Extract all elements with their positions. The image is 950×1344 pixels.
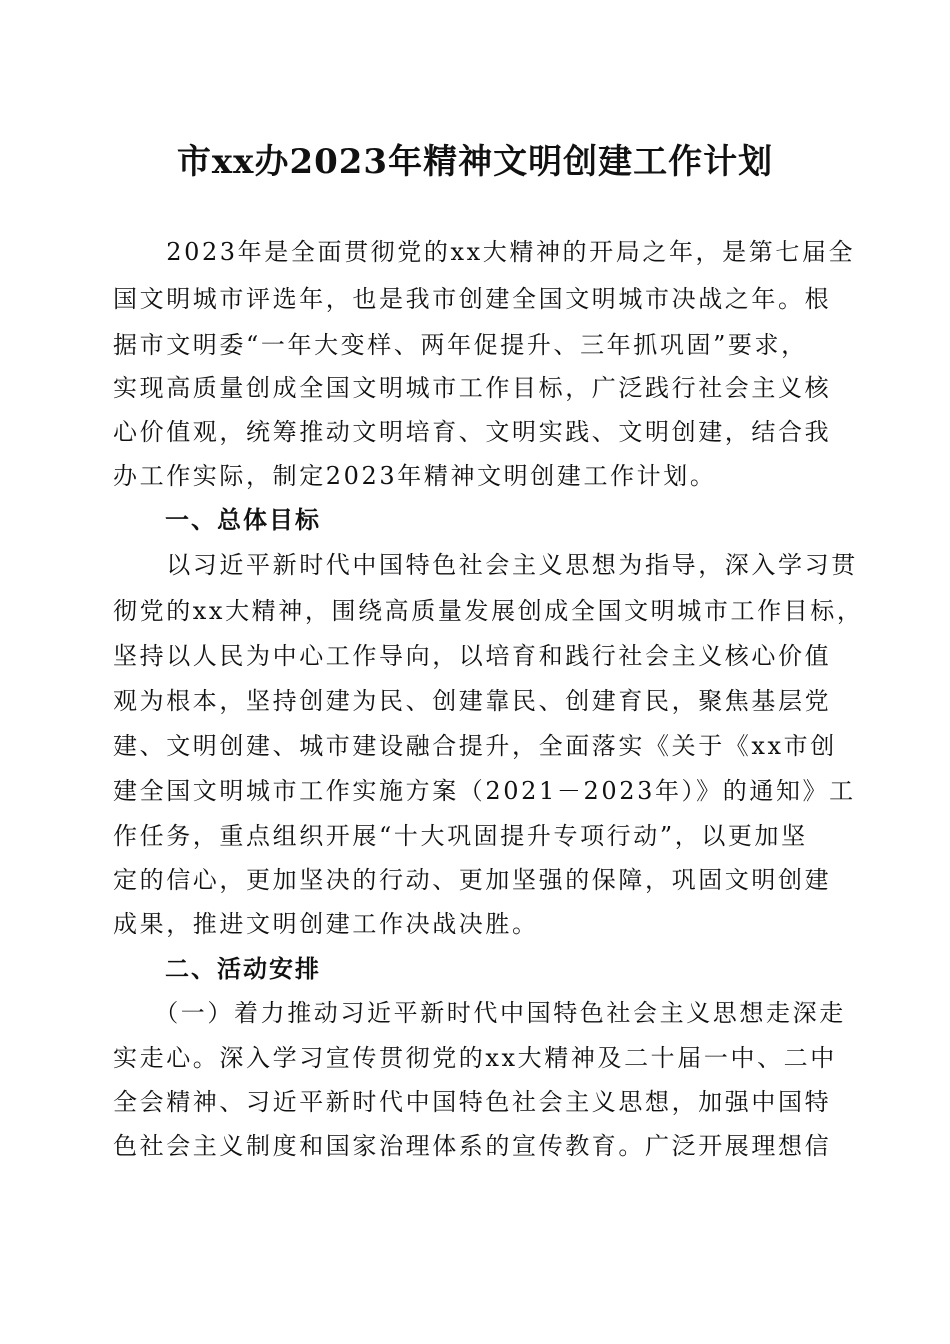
paragraph-line: （一）着力推动习近平新时代中国特色社会主义思想走深走 [113,999,846,1027]
section-heading-activities: 二、活动安排 [113,955,321,983]
paragraph-line: 据市文明委“一年大变样、两年促提升、三年抓巩固”要求， [113,331,808,359]
paragraph-line: 2023年是全面贯彻党的xx大精神的开局之年，是第七届全 [113,238,856,266]
paragraph-line: 彻党的xx大精神，围绕高质量发展创成全国文明城市工作目标， [113,597,864,625]
paragraph-line: 以习近平新时代中国特色社会主义思想为指导，深入学习贯 [113,551,858,579]
paragraph-line: 作任务，重点组织开展“十大巩固提升专项行动”，以更加坚 [113,822,808,850]
paragraph-line: 实走心。深入学习宣传贯彻党的xx大精神及二十届一中、二中 [113,1044,837,1072]
paragraph-line: 成果，推进文明创建工作决战决胜。 [113,910,539,938]
paragraph-line: 办工作实际，制定2023年精神文明创建工作计划。 [113,462,717,490]
paragraph-line: 建、文明创建、城市建设融合提升，全面落实《关于《xx市创 [113,732,837,760]
paragraph-line: 国文明城市评选年，也是我市创建全国文明城市决战之年。根 [113,285,832,313]
paragraph-line: 观为根本，坚持创建为民、创建靠民、创建育民，聚焦基层党 [113,687,832,715]
document-title: 市xx办2023年精神文明创建工作计划 [176,142,774,182]
paragraph-line: 色社会主义制度和国家治理体系的宣传教育。广泛开展理想信 [113,1132,832,1160]
paragraph-line: 定的信心，更加坚决的行动、更加坚强的保障，巩固文明创建 [113,866,832,894]
paragraph-line: 全会精神、习近平新时代中国特色社会主义思想，加强中国特 [113,1088,832,1116]
paragraph-line: 坚持以人民为中心工作导向，以培育和践行社会主义核心价值 [113,642,832,670]
paragraph-line: 实现高质量创成全国文明城市工作目标，广泛践行社会主义核 [113,374,832,402]
section-heading-overall-goal: 一、总体目标 [113,506,321,534]
paragraph-line: 心价值观，统筹推动文明培育、文明实践、文明创建，结合我 [113,418,832,446]
paragraph-line: 建全国文明城市工作实施方案（2021－2023年）》的通知》工 [113,777,856,805]
